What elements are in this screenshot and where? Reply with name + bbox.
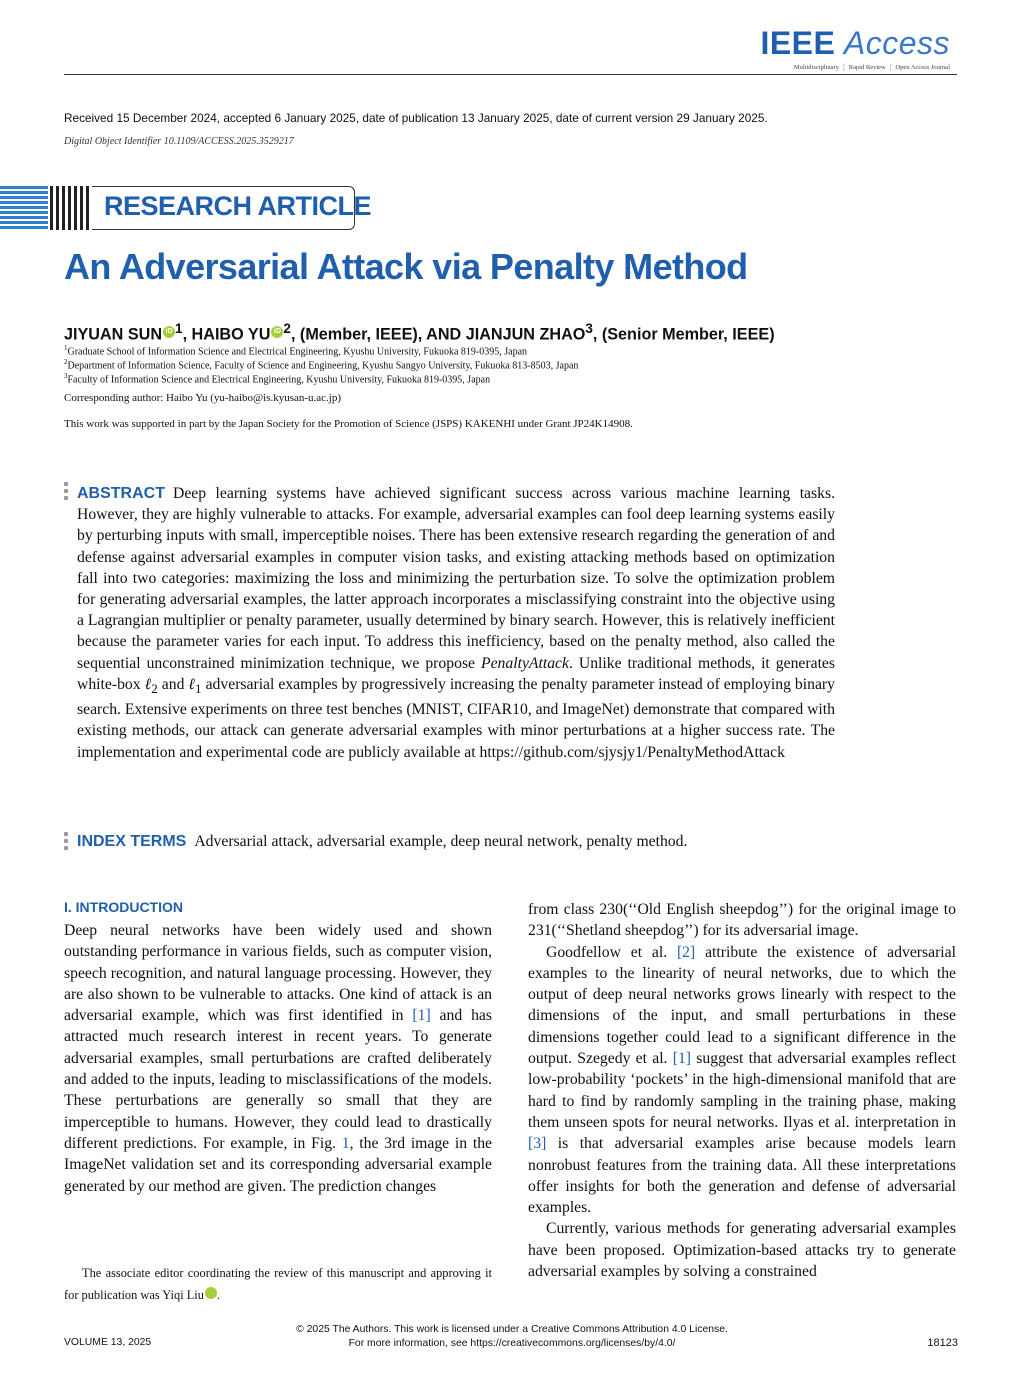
abstract-heading: ABSTRACT bbox=[77, 485, 165, 502]
article-type-label: RESEARCH ARTICLE bbox=[104, 191, 372, 221]
author-2-affil: 2 bbox=[283, 321, 291, 336]
body-column-right bbox=[528, 899, 956, 1282]
license-notice bbox=[0, 1323, 1024, 1351]
section-heading-introduction: I. INTRODUCTION bbox=[64, 899, 183, 915]
doi-line: Digital Object Identifier 10.1109/ACCESS.2025.3529217 bbox=[64, 136, 294, 147]
author-2: , HAIBO YU bbox=[182, 325, 271, 344]
logo-access-text: Access bbox=[843, 25, 950, 61]
page-number: 18123 bbox=[927, 1337, 958, 1349]
intro-paragraph-2: Goodfellow et al. [2] attribute the existence of adversarial examples to the linearity of neural networks, due to which the output of deep neural networks grows linearly with respect to the dimensions of the input, and small perturbations in these dimensions together could lead to a significant difference in the output. Szegedy et al. [1] suggest that adversarial examples reflect low-probability ‘pockets’ in the high-dimensional manifold that are hard to find by randomly sampling in the training phase, making them unseen spots for neural networks. Ilyas et al. interpretation in [3] is that adversarial examples arise because models learn nonrobust features from the training data. All these interpretations offer insights for both the generation and defense of adversarial examples. bbox=[528, 943, 956, 1217]
intro-paragraph-1: Deep neural networks have been widely used and shown outstanding performance in various fields, such as computer vision, speech recognition, and natural language processing. However, they are also shown to be vulnerable to attacks. One kind of attack is an adversarial example, which was first identified in [1] and has attracted much research interest in recent years. To generate adversarial examples, small perturbations are crafted deliberately and added to the inputs, leading to misclassifications of the models. These perturbations are generally so small that they are imperceptible to humans. However, they could lead to drastically different predictions. For example, in Fig. 1, the 3rd image in the ImageNet validation set and its corresponding adversarial example generated by our method are given. The prediction changes bbox=[64, 922, 493, 1195]
orcid-icon[interactable]: iD bbox=[205, 1287, 217, 1299]
affiliation-2: $^2$Department of Information Science, Faculty of Science and Engineering, Kyushu Sangyo University, Fukuoka 813-8503, Japan bbox=[64, 358, 579, 372]
funding-statement: This work was supported in part by the Japan Society for the Promotion of Science (JSPS) KAKENHI under Grant JP24K14908. bbox=[64, 418, 633, 430]
logo-ieee-text: IEEE bbox=[760, 25, 836, 61]
figure-link[interactable]: 1 bbox=[341, 1134, 350, 1152]
affiliation-1: $^1$Graduate School of Information Science and Electrical Engineering, Kyushu University, Fukuoka 819-0395, Japan bbox=[64, 344, 528, 358]
body-column-left bbox=[64, 920, 492, 1197]
corresponding-author: Corresponding author: Haibo Yu (yu-haibo@is.kyusan-u.ac.jp) bbox=[64, 392, 342, 404]
header-rule bbox=[64, 74, 957, 75]
orcid-icon[interactable]: iD bbox=[163, 326, 175, 338]
method-name: PenaltyAttack bbox=[481, 654, 569, 672]
license-line-2[interactable]: For more information, see https://creativecommons.org/licenses/by/4.0/ bbox=[348, 1338, 676, 1349]
abstract: ABSTRACT Deep learning systems have achieved significant success across various machine learning tasks. However, they are highly vulnerable to attacks. For example, adversarial examples can fool deep learning systems easily by perturbing inputs with small, imperceptible noises. There has been extensive research regarding the generation of and defense against adversarial examples in computer vision tasks, and existing attacking methods based on optimization fall into two categories: maximizing the loss and minimizing the perturbation size. To solve the optimization problem for generating adversarial examples, the latter approach incorporates a misclassifying constraint into the objective using a Lagrangian multiplier or penalty parameter, usually determined by binary search. However, this is relatively inefficient because the parameter varies for each input. To address this inefficiency, based on the penalty method, also called the sequential unconstrained minimization technique, we propose PenaltyAttack. Unlike traditional methods, it generates white-box ℓ$_2$ and ℓ$_1$ adversarial examples by progressively increasing the penalty parameter instead of employing binary search. Extensive experiments on three test benches (MNIST, CIFAR10, and ImageNet) demonstrate that compared with existing methods, our attack can generate adversarial examples with minor perturbations at a higher success rate. The implementation and experimental code are publicly available at https://github.com/sjysjy1/PenaltyMethodAttack bbox=[77, 485, 835, 761]
affiliation-3: $^3$Faculty of Information Science and Electrical Engineering, Kyushu University, Fukuoka 819-0395, Japan bbox=[64, 372, 491, 386]
author-1-affil: 1 bbox=[175, 321, 183, 336]
ieee-access-logo bbox=[760, 26, 950, 60]
intro-paragraph-1-cont: from class 230(‘‘Old English sheepdog’’) for the original image to 231(‘‘Shetland sheepdog’’) for its adversarial image. bbox=[528, 901, 956, 940]
received-dates: Received 15 December 2024, accepted 6 January 2025, date of publication 13 January 2025, date of current version 29 January 2025. bbox=[64, 111, 768, 125]
banner-stripes bbox=[0, 186, 48, 230]
orcid-icon[interactable]: iD bbox=[271, 326, 283, 338]
citation-link[interactable]: [1] bbox=[672, 1050, 692, 1068]
abstract-marker bbox=[64, 482, 68, 503]
logo-tagline: Multidisciplinary ⋮ Rapid Review ⋮ Open Access Journal bbox=[793, 64, 950, 71]
citation-link[interactable]: [1] bbox=[412, 1007, 431, 1025]
author-3-affil: 3 bbox=[585, 321, 593, 336]
author-1: JIYUAN SUN bbox=[64, 325, 163, 344]
author-2-rest: , (Member, IEEE), AND JIANJUN ZHAO bbox=[290, 325, 586, 344]
license-line-1: © 2025 The Authors. This work is licensed under a Creative Commons Attribution 4.0 License. bbox=[296, 1324, 728, 1335]
index-terms-heading: INDEX TERMS bbox=[77, 833, 187, 850]
paper-title: An Adversarial Attack via Penalty Method bbox=[64, 246, 748, 287]
index-terms: INDEX TERMS Adversarial attack, adversarial example, deep neural network, penalty method. bbox=[77, 833, 688, 850]
author-3-rest: , (Senior Member, IEEE) bbox=[592, 325, 775, 344]
banner-bars bbox=[50, 186, 90, 230]
citation-link[interactable]: [2] bbox=[676, 943, 696, 961]
editor-footnote: The associate editor coordinating the review of this manuscript and approving it for publication was Yiqi Liu iD. bbox=[64, 1266, 492, 1302]
citation-link[interactable]: [3] bbox=[528, 1135, 547, 1153]
intro-paragraph-3: Currently, various methods for generating adversarial examples have been proposed. Optimization-based attacks try to generate adversarial examples by solving a constrained bbox=[528, 1220, 956, 1281]
author-list bbox=[64, 321, 775, 344]
index-terms-marker bbox=[64, 832, 68, 853]
volume-label: VOLUME 13, 2025 bbox=[64, 1337, 152, 1348]
